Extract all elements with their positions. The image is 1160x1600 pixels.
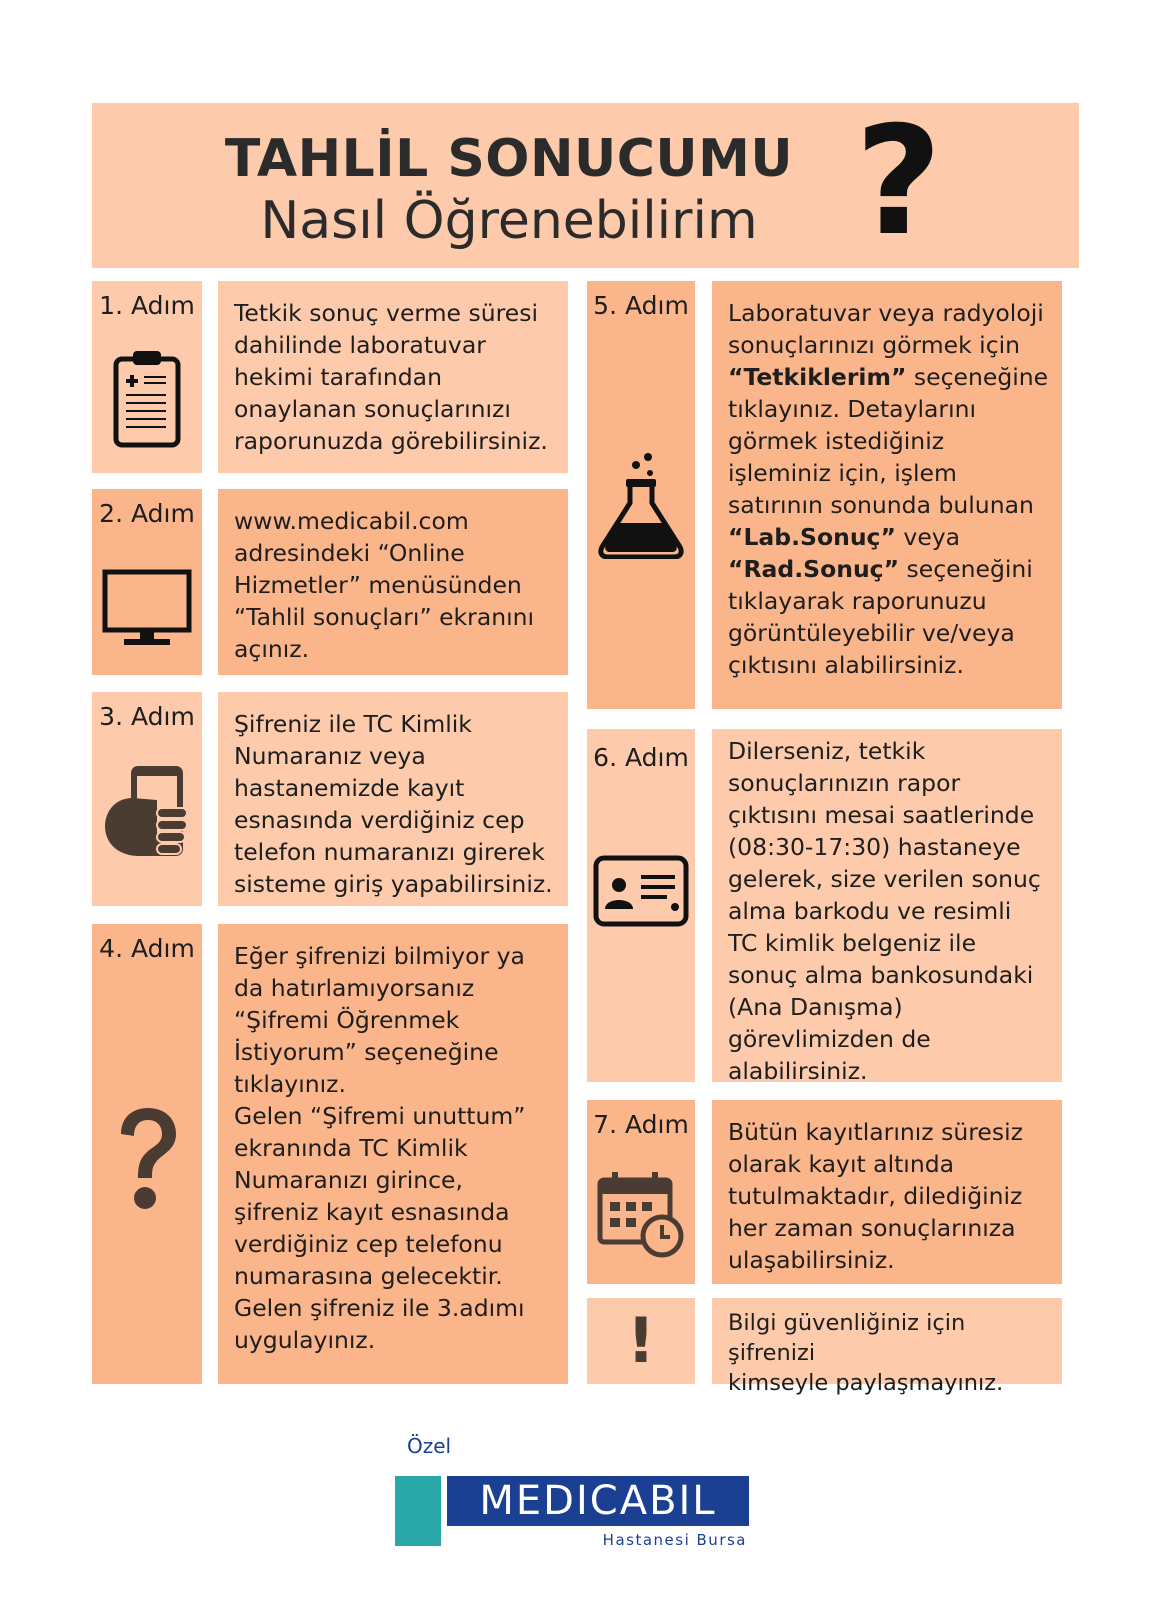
step-4-label-box: [92, 924, 202, 1384]
step-5-text-part: veya: [903, 523, 961, 551]
step-6-label: 6. Adım: [593, 743, 689, 772]
step-5-text: [712, 281, 1062, 709]
page-subtitle: Nasıl Öğrenebilirim: [260, 191, 758, 251]
question-icon: [112, 1104, 182, 1216]
page-title: TAHLİL SONUCUMU: [224, 129, 794, 189]
step-3-label-box: [92, 692, 202, 906]
step-2-label-box: [92, 489, 202, 675]
id-card-icon: [593, 855, 689, 927]
step-7-label: 7. Adım: [593, 1110, 689, 1139]
flask-icon: [596, 451, 686, 559]
step-5-label: 5. Adım: [593, 291, 689, 320]
logo-prefix: Özel: [407, 1434, 452, 1458]
rad-sonuc-option: “Rad.Sonuç”: [728, 555, 900, 583]
tetkiklerim-option: “Tetkiklerim”: [728, 363, 907, 391]
step-6-label-box: [587, 729, 695, 1082]
header-banner: [92, 95, 1079, 269]
logo-subtitle: Hastanesi Bursa: [602, 1531, 747, 1549]
logo-teal-square: [395, 1476, 441, 1546]
step-7-text: Bütün kayıtlarınız süresiz olarak kayıt altında tutulmaktadır, dilediğiniz her zaman sonuçlarınıza ulaşabilirsiniz.: [712, 1100, 1062, 1284]
clipboard-icon: [112, 349, 182, 449]
step-3-text: Şifreniz ile TC Kimlik Numaranız veya hastanemizde kayıt esnasında verdiğiniz cep telefon numaranızı girerek sisteme giriş yapabilirsiniz.: [218, 692, 568, 906]
medicabil-logo: [395, 1436, 755, 1566]
step-5-text-part: seçeneğini tıklayarak raporunuzu görüntüleyebilir ve/veya çıktısını alabilirsiniz.: [728, 555, 1033, 679]
monitor-icon: [102, 569, 192, 649]
step-5-label-box: [587, 281, 695, 709]
step-6-text: Dilerseniz, tetkik sonuçlarınızın rapor çıktısını mesai saatlerinde (08:30-17:30) hastaneye gelerek, size verilen sonuç alma barkodu ve resimli TC kimlik belgeniz ile sonuç alma bankosundaki (Ana Danışma) görevlimizden de alabilirsiniz.: [712, 729, 1062, 1082]
step-2-text: www.medicabil.com adresindeki “Online Hizmetler” menüsünden “Tahlil sonuçları” ekranını açınız.: [218, 489, 568, 675]
phone-hand-icon: [101, 764, 193, 860]
step-1-label-box: [92, 281, 202, 473]
exclamation-icon: !: [626, 1304, 656, 1377]
warning-text: Bilgi güvenliğiniz için şifrenizi kimseyle paylaşmayınız.: [712, 1298, 1062, 1384]
calendar-clock-icon: [596, 1170, 686, 1260]
lab-sonuc-option: “Lab.Sonuç”: [728, 523, 896, 551]
step-1-text: Tetkik sonuç verme süresi dahilinde laboratuvar hekimi tarafından onaylanan sonuçlarınızı raporunuzda görebilirsiniz.: [218, 281, 568, 473]
step-4-label: 4. Adım: [99, 934, 195, 963]
step-1-label: 1. Adım: [99, 291, 195, 320]
step-4-text: Eğer şifrenizi bilmiyor ya da hatırlamıyorsanız “Şifremi Öğrenmek İstiyorum” seçeneğine tıklayınız. Gelen “Şifremi unuttum” ekranında TC Kimlik Numaranızı girince, şifreniz kayıt esnasında verdiğiniz cep telefonu numarasına gelecektir. Gelen şifreniz ile 3.adımı uygulayınız.: [218, 924, 568, 1384]
step-3-label: 3. Adım: [99, 702, 195, 731]
step-5-text-part: Laboratuvar veya radyoloji sonuçlarınızı görmek için: [728, 299, 1044, 359]
warning-icon-box: [587, 1298, 695, 1384]
step-2-label: 2. Adım: [99, 499, 195, 528]
logo-name: MEDICABIL: [447, 1476, 749, 1526]
step-5-text-part: seçeneğine tıklayınız. Detaylarını görmek istediğiniz işleminiz için, işlem satırının sonunda bulunan: [728, 363, 1049, 519]
question-mark-icon: ?: [855, 95, 943, 269]
step-7-label-box: [587, 1100, 695, 1284]
